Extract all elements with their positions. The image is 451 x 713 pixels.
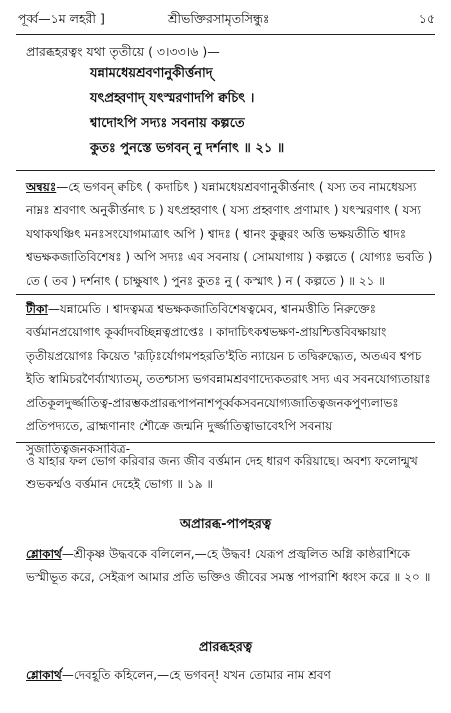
- section-divider: [16, 442, 435, 443]
- tika-paragraph: [26, 298, 435, 462]
- section-heading: প্রারব্ধহরত্ব: [198, 640, 253, 655]
- sloka-meaning-text: —শ্রীকৃষ্ণ উদ্ধবকে বলিলেন,—হে উদ্ধব! যেরূপ প্রজ্বলিত অগ্নি কাষ্ঠরাশিকে ভস্মীভূত করে, সেইরূপ আমার প্রতি ভক্তিও জীবের সমস্ত পাপরাশি ধ্বংস করে ॥ ২০ ॥: [26, 547, 431, 585]
- section-divider: [16, 294, 435, 295]
- section-heading: অপ্রারব্ধ-পাপহরত্ব: [179, 517, 272, 532]
- verse-intro: প্রারব্ধহরত্বং যথা তৃতীয়ে ( ৩।৩৩।৬ )—: [26, 44, 220, 59]
- verse-line-4: কুতঃ পুনস্তে ভগবন্ নু দর্শনাৎ ॥ ২১ ॥: [90, 141, 285, 156]
- anvaya-paragraph: [26, 176, 435, 293]
- page-number: ১৫: [418, 11, 435, 26]
- verse-line-2: যৎপ্রহ্বণাদ্ যৎস্মরণাদপি ক্বচিৎ ।: [90, 91, 255, 106]
- running-header: [18, 8, 435, 30]
- verse-line-1: যন্নামধেয়শ্রবণানুকীর্ত্তনাদ্: [90, 66, 213, 81]
- header-book-title: শ্রীভক্তিরসামৃতসিন্ধুঃ: [168, 11, 270, 26]
- anvaya-text: —হে ভগবন্ ক্বচিৎ ( কদাচিৎ ) যন্নামধেয়শ্রবণানুকীর্ত্তনাৎ ( যস্য তব নামধেয়স্য নাম্নঃ শ্রবণাৎ অনুকীর্ত্তনাৎ চ ) যৎপ্রহ্বণাৎ ( যস্য প্রহ্বণাৎ প্রণামাৎ ) যৎস্মরণাৎ ( যস্য যথাকথঞ্চিৎ মনঃসংযোগমাত্রাৎ অপি ) শ্বাদঃ ( শ্বানং কুক্কুরং অত্তি ভক্ষয়তীতি শ্বাদঃ শ্বভক্ষকজাতিবিশেষঃ ) অপি সদ্যঃ এব সবনায় ( সোমযাগায় ) কল্পতে ( যোগ্যঃ ভবতি ) তে ( তব ) দর্শনাৎ ( চাক্ষুষাৎ ) পুনঃ কুতঃ নু ( কস্মাৎ ) ন ( কল্পতে ) ॥ ২১ ॥: [26, 180, 433, 288]
- sloka-meaning-paragraph: [26, 543, 435, 590]
- sloka-meaning-label: শ্লোকার্থ: [26, 668, 62, 682]
- verse-line-3: শ্বাদোঽপি সদ্যঃ সবনায় কল্পতে: [90, 116, 245, 131]
- header-chapter: পূর্ব্ব—১ম লহরী ]: [18, 11, 105, 26]
- section-divider: [16, 170, 435, 171]
- tika-text: —যন্নামেতি । শ্বাদত্বমত্র শ্বভক্ষকজাতিবিশেষত্বমেব, শ্বানমত্তীতি নিরুক্তেঃ বর্ত্তমানপ্রয়োগাৎ কূর্ব্বাদবচ্ছিন্নত্বপ্রাপ্তেঃ । কাদাচিৎকশ্বভক্ষণ-প্রায়শ্চিত্তবিবক্ষায়াং তৃতীয়প্রয়োগঃ কিয়েত 'রূঢ়িঃর্যোগমপহরতি'ইতি ন্যায়েন চ তদ্বিরুদ্ধ্যেত, অতএব শ্বপচ ইতি স্বামিচরণৈর্ব্যাখ্যাতম্, ততশ্চাস্য ভগবন্নামশ্রবণাদ্যেকতরাৎ সদ্য এব সবনযোগ্যতায়াঃ প্রতিকূলদুর্জ্জাতিত্ব-প্রারম্ভকপ্রারব্ধপাপনাশপূর্ব্বকসবনযোগ্যজাতিত্বজনকপুণ্যলাভঃ প্রতিপদ্যতে, ব্রাহ্মণানাং শৌক্রে জন্মনি দুর্জ্জাতিত্বাভাবেঽপি সবনায় সুজাতিত্বজনকসাবিত্র-: [26, 302, 431, 457]
- translation-continuation: ও যাহার ফল ভোগ করিবার জন্য জীব বর্ত্তমান দেহ ধারণ করিয়াছে। অবশ্য ফলোন্মুখ শুভকর্ম্মও বর্ত্তমান দেহেই ভোগ্য ॥ ১৯ ॥: [26, 454, 418, 492]
- tika-label: টীকা: [26, 302, 48, 316]
- sloka-meaning-text: —দেবহূতি কহিলেন,—হে ভগবন্! যখন তোমার নাম শ্রবণ: [61, 668, 331, 682]
- sloka-meaning-paragraph: [26, 664, 435, 687]
- header-divider: [16, 34, 435, 35]
- sloka-meaning-label: শ্লোকার্থ: [26, 547, 62, 561]
- anvaya-label: অন্বয়ঃ: [26, 180, 57, 194]
